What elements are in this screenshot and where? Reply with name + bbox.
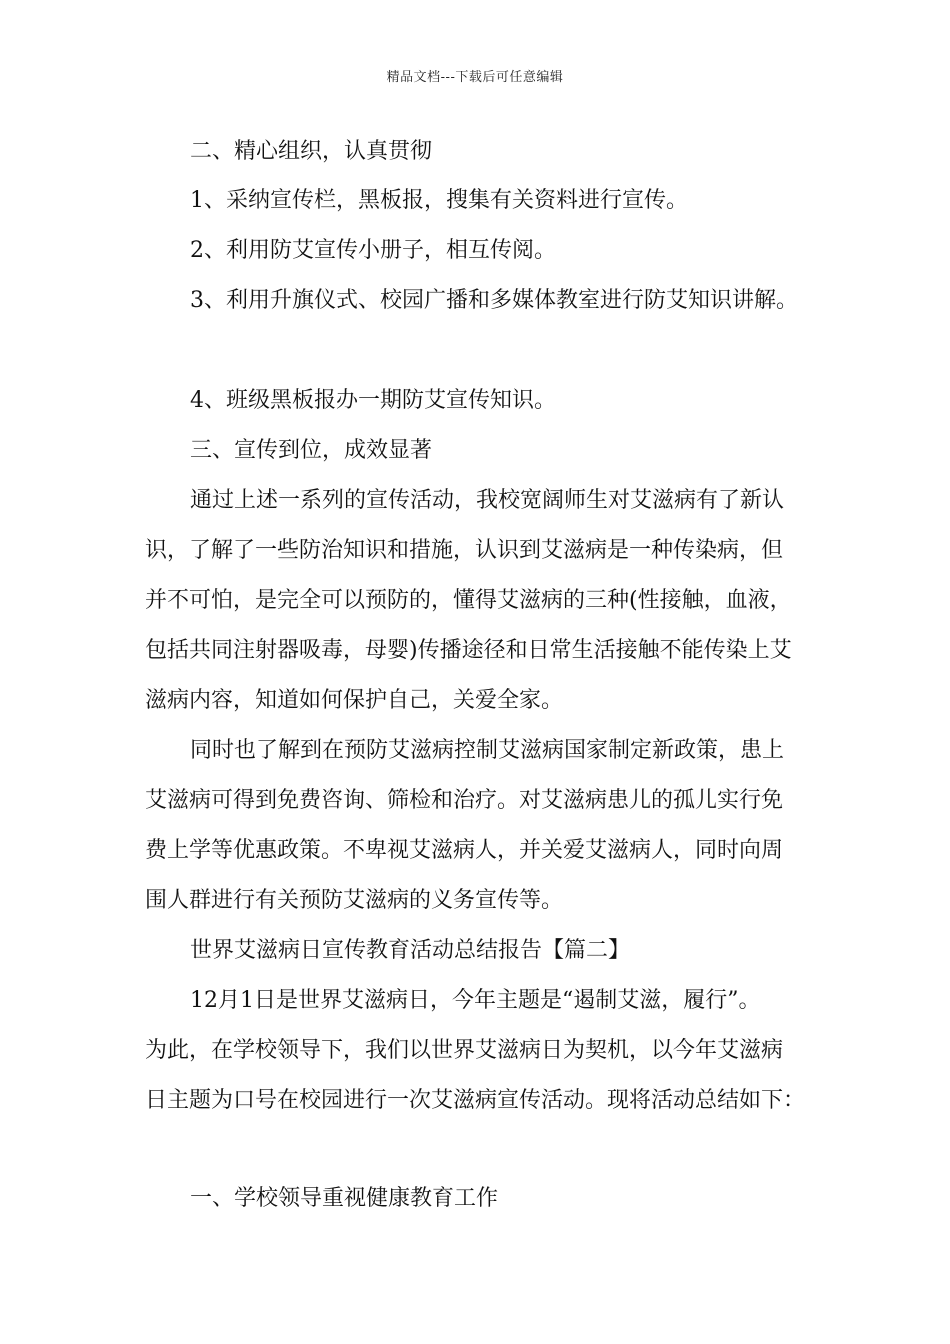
section-heading-1: 一、学校领导重视健康教育工作: [190, 1186, 499, 1211]
paragraph-2-line-3: 费上学等优惠政策。不卑视艾滋病人，并关爱艾滋病人，同时向周: [145, 838, 784, 863]
list-item-2: 2、利用防艾宣传小册子，相互传阅。: [190, 238, 556, 263]
section-heading-3: 三、宣传到位，成效显著: [190, 438, 433, 463]
paragraph-2-line-1: 同时也了解到在预防艾滋病控制艾滋病国家制定新政策，患上: [190, 738, 785, 763]
paragraph-3-line-1: 12月1日是世界艾滋病日，今年主题是“遏制艾滋，履行”。: [190, 988, 761, 1013]
paragraph-1-line-4: 包括共同注射器吸毒，母婴)传播途径和日常生活接触不能传染上艾: [145, 638, 792, 663]
list-item-3: 3、利用升旗仪式、校园广播和多媒体教室进行防艾知识讲解。: [190, 288, 798, 313]
paragraph-3-line-3: 日主题为口号在校园进行一次艾滋病宣传活动。现将活动总结如下：: [145, 1088, 806, 1113]
page-header: 精品文档---下载后可任意编辑: [386, 70, 564, 85]
article-title-part-2: 世界艾滋病日宣传教育活动总结报告【篇二】: [190, 938, 631, 963]
paragraph-2-line-4: 围人群进行有关预防艾滋病的义务宣传等。: [145, 888, 564, 913]
paragraph-1-line-1: 通过上述一系列的宣传活动，我校宽阔师生对艾滋病有了新认: [190, 488, 785, 513]
paragraph-3-line-2: 为此，在学校领导下，我们以世界艾滋病日为契机，以今年艾滋病: [145, 1038, 784, 1063]
list-item-1: 1、采纳宣传栏，黑板报，搜集有关资料进行宣传。: [190, 188, 688, 213]
paragraph-1-line-3: 并不可怕，是完全可以预防的，懂得艾滋病的三种(性接触，血液，: [145, 588, 792, 613]
section-heading-2: 二、精心组织，认真贯彻: [190, 139, 433, 164]
paragraph-1-line-5: 滋病内容，知道如何保护自己，关爱全家。: [145, 688, 564, 713]
paragraph-2-line-2: 艾滋病可得到免费咨询、筛检和治疗。对艾滋病患儿的孤儿实行免: [145, 788, 784, 813]
list-item-4: 4、班级黑板报办一期防艾宣传知识。: [190, 388, 556, 413]
paragraph-1-line-2: 识，了解了一些防治知识和措施，认识到艾滋病是一种传染病，但: [145, 538, 784, 563]
